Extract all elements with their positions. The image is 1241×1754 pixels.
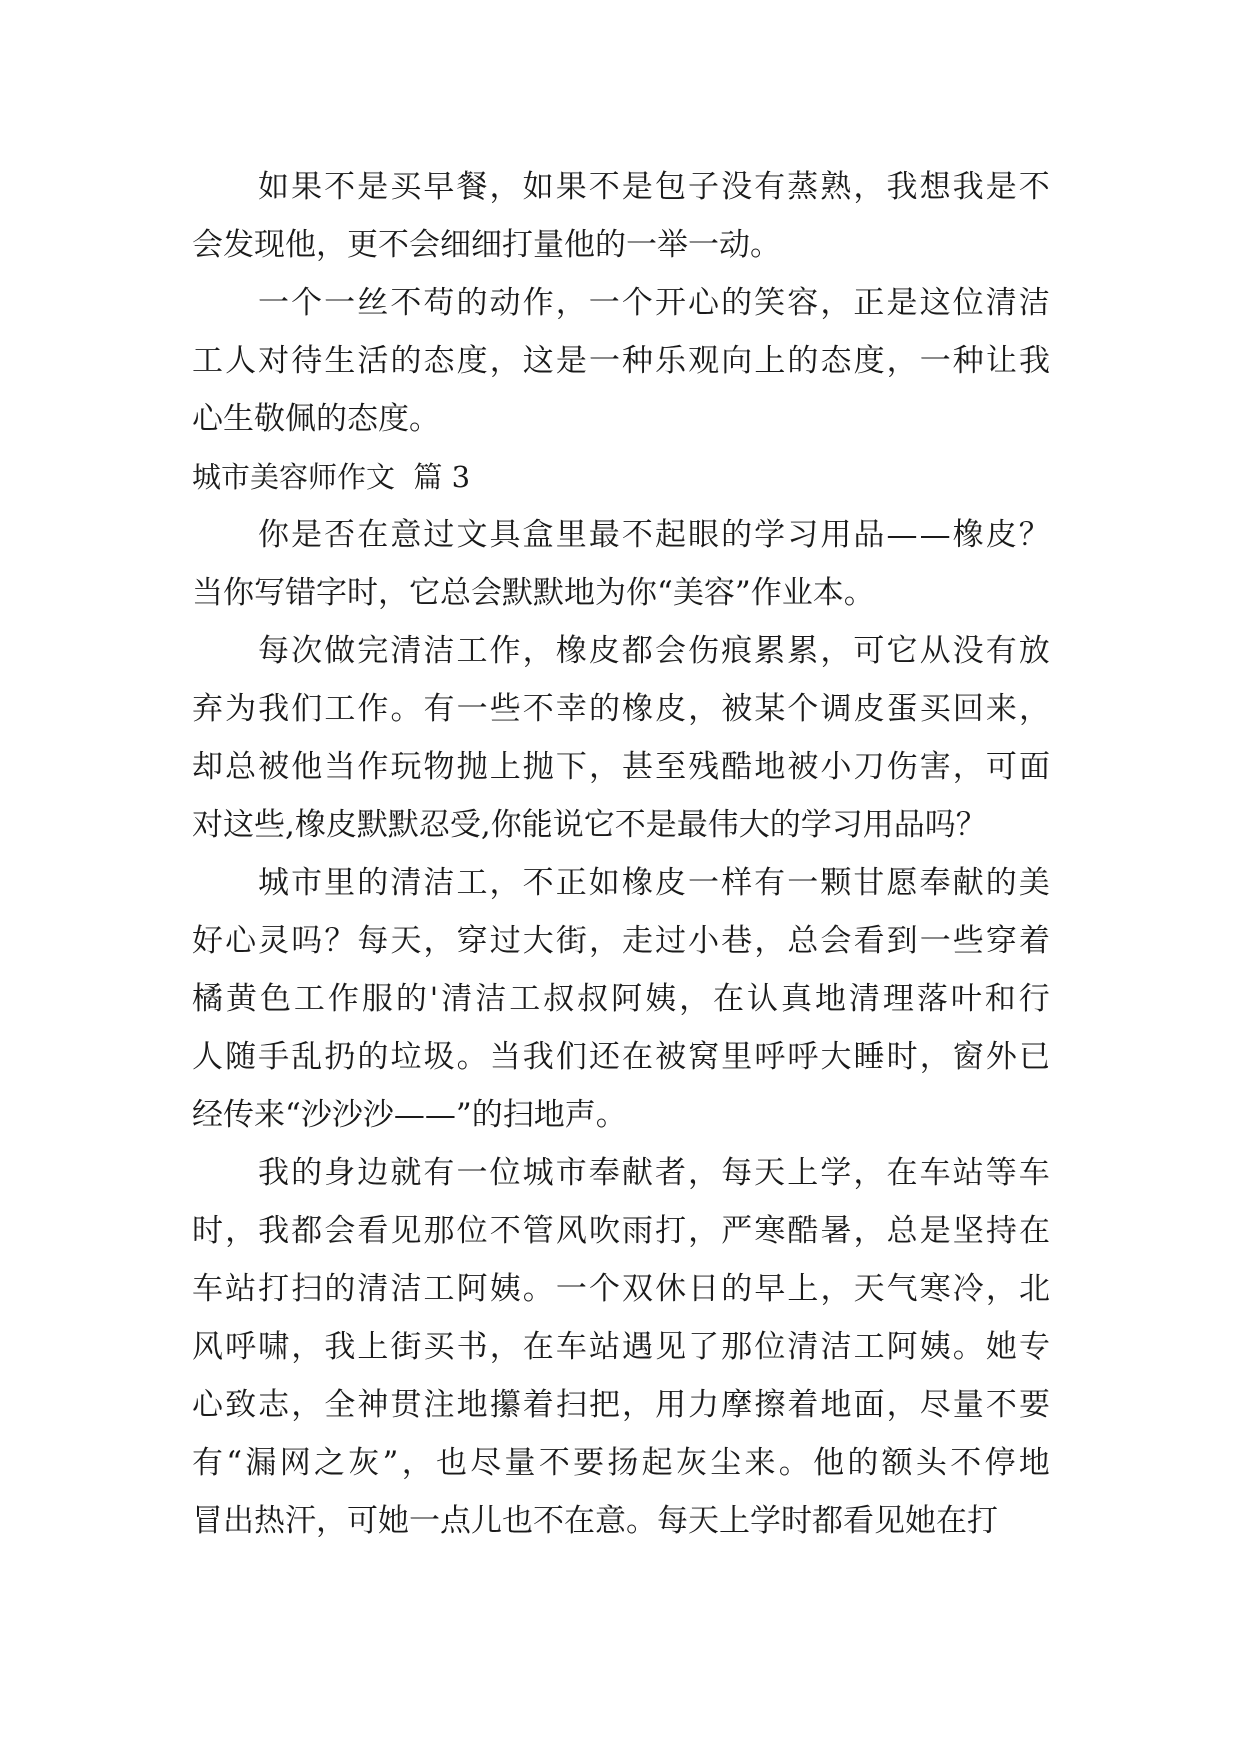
text-line: 冒出热汗，可她一点儿也不在意。每天上学时都看见她在打: [192, 1503, 998, 1539]
text-line: 好 心 灵 吗 ？ 每 天 ， 穿 过 大 街 ， 走 过 小 巷 ， 总 会 看 到 一 些 穿 着: [192, 923, 1050, 959]
text-line: 对这些,橡皮默默忍受,你能说它不是最伟大的学习用品吗？: [192, 807, 987, 843]
text-line: 车 站 打 扫 的 清 洁 工 阿 姨 。 一 个 双 休 日 的 早 上 ， 天 气 寒 冷 ， 北: [192, 1271, 1050, 1307]
text-line: 每 次 做 完 清 洁 工 作 ， 橡 皮 都 会 伤 痕 累 累 ， 可 它 从 没 有 放: [258, 633, 1050, 669]
text-line: 你 是 否 在 意 过 文 具 盒 里 最 不 起 眼 的 学 习 用 品 — — 橡 皮 ？: [258, 517, 1050, 553]
text-line: 橘 黄 色 工 作 服 的 ' 清 洁 工 叔 叔 阿 姨 ， 在 认 真 地 清 理 落 叶 和 行: [192, 981, 1050, 1017]
text-line: 时 ， 我 都 会 看 见 那 位 不 管 风 吹 雨 打 ， 严 寒 酷 暑 ， 总 是 坚 持 在: [192, 1213, 1050, 1249]
text-line: 心生敬佩的态度。: [192, 401, 440, 437]
paragraph: [192, 1144, 1050, 1550]
text-line: 经传来“沙沙沙——”的扫地声。: [192, 1097, 627, 1133]
text-line: 心 致 志 ， 全 神 贯 注 地 攥 着 扫 把 ， 用 力 摩 擦 着 地 面 ， 尽 量 不 要: [192, 1387, 1050, 1423]
paragraph: [192, 158, 1050, 274]
text-line: 当你写错字时，它总会默默地为你“美容”作业本。: [192, 575, 875, 611]
text-line: 弃 为 我 们 工 作 。 有 一 些 不 幸 的 橡 皮 ， 被 某 个 调 皮 蛋 买 回 来 ，: [192, 691, 1050, 727]
text-line: 人 随 手 乱 扔 的 垃 圾 。 当 我 们 还 在 被 窝 里 呼 呼 大 睡 时 ， 窗 外 已: [192, 1039, 1050, 1075]
text-line: 城 市 里 的 清 洁 工 ， 不 正 如 橡 皮 一 样 有 一 颗 甘 愿 奉 献 的 美: [258, 865, 1050, 901]
text-line: 一 个 一 丝 不 苟 的 动 作 ， 一 个 开 心 的 笑 容 ， 正 是 这 位 清 洁: [258, 285, 1050, 321]
text-line: 如 果 不 是 买 早 餐 ， 如 果 不 是 包 子 没 有 蒸 熟 ， 我 想 我 是 不: [258, 169, 1050, 205]
text-line: 工 人 对 待 生 活 的 态 度 ， 这 是 一 种 乐 观 向 上 的 态 度 ， 一 种 让 我: [192, 343, 1050, 379]
text-line: 会发现他，更不会细细打量他的一举一动。: [192, 227, 781, 263]
text-line: 我 的 身 边 就 有 一 位 城 市 奉 献 者 ， 每 天 上 学 ， 在 车 站 等 车: [258, 1155, 1050, 1191]
heading-text: 城市美容师作文 篇 3: [192, 460, 471, 494]
article-body: [192, 158, 1050, 1550]
paragraph: [192, 854, 1050, 1144]
paragraph: [192, 622, 1050, 854]
text-line: 却 总 被 他 当 作 玩 物 抛 上 抛 下 ， 甚 至 残 酷 地 被 小 刀 伤 害 ， 可 面: [192, 749, 1050, 785]
section-heading: [192, 448, 1050, 506]
text-line: 有 “ 漏 网 之 灰 ” ， 也 尽 量 不 要 扬 起 灰 尘 来 。 他 的 额 头 不 停 地: [192, 1445, 1050, 1481]
paragraph: [192, 274, 1050, 448]
paragraph: [192, 506, 1050, 622]
text-line: 风 呼 啸 ， 我 上 街 买 书 ， 在 车 站 遇 见 了 那 位 清 洁 工 阿 姨 。 她 专: [192, 1329, 1050, 1365]
